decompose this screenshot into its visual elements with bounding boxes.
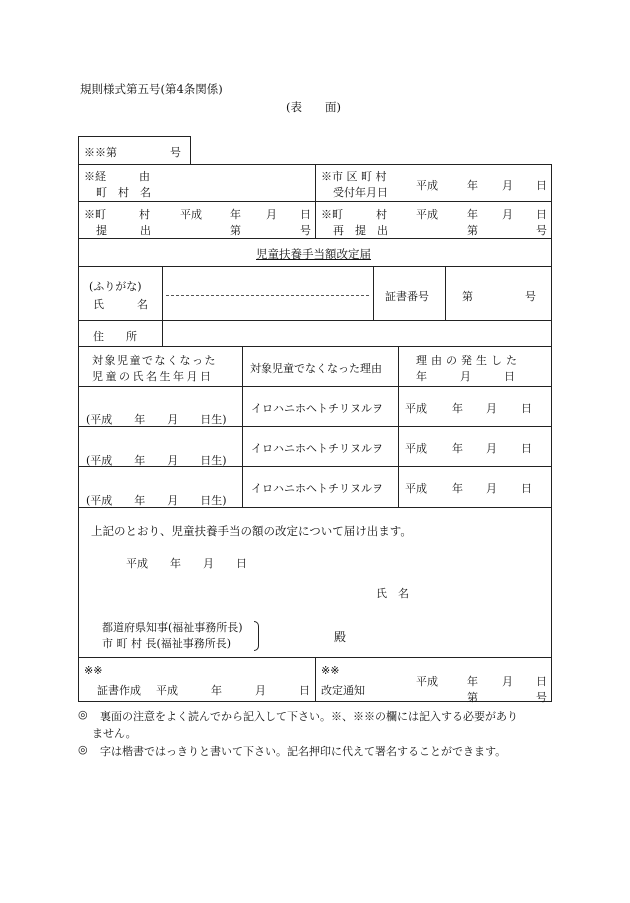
cert-made-label: 証書作成 xyxy=(97,684,141,697)
revise-notice-year: 年 xyxy=(467,675,478,688)
child-date-month: 月 xyxy=(486,442,497,455)
declaration-statement: 上記のとおり、児童扶養手当の額の改定について届け出ます。 xyxy=(91,524,412,538)
children-col1-line1: 対象児童でなくなった xyxy=(92,354,217,367)
honorific-label: 殿 xyxy=(334,630,347,644)
town-submit-label-1: ※町 村 xyxy=(84,208,150,221)
submit-dai: 第 xyxy=(230,224,241,237)
revise-notice-month: 月 xyxy=(502,675,513,688)
route-label-2: 町 村 名 xyxy=(96,186,151,199)
revise-notice-dai: 第 xyxy=(467,691,478,704)
address-field[interactable] xyxy=(168,324,546,342)
child-date-year: 年 xyxy=(452,402,463,415)
children-col3-line1: 理由の発生した xyxy=(416,354,521,367)
addressee-governor: 都道府県知事(福祉事務所長) xyxy=(102,621,243,634)
child-reason: イロハニホヘトチリヌルヲ xyxy=(251,402,383,415)
child-date-era: 平成 xyxy=(405,402,427,415)
signer-label: 氏 名 xyxy=(376,587,409,600)
resubmit-year: 年 xyxy=(467,208,478,221)
submit-year: 年 xyxy=(230,208,241,221)
child-date-month: 月 xyxy=(486,482,497,495)
received-era: 平成 xyxy=(416,179,438,192)
child-date-era: 平成 xyxy=(405,482,427,495)
received-day: 日 xyxy=(536,179,547,192)
revise-notice-mark: ※※ xyxy=(321,664,340,677)
cert-made-date: 平成 年 月 日 xyxy=(156,684,310,697)
children-col2-header: 対象児童でなくなった理由 xyxy=(250,362,382,375)
child-birth: (平成 年 月 日生) xyxy=(86,413,227,426)
declaration-date: 平成 年 月 日 xyxy=(126,557,247,570)
name-field[interactable] xyxy=(172,298,364,316)
child-date-year: 年 xyxy=(452,482,463,495)
cert-number-dai: 第 xyxy=(462,290,473,303)
receipt-number-prefix: ※※第 xyxy=(84,146,117,159)
child-birth: (平成 年 月 日生) xyxy=(86,454,227,467)
route-label-1: ※経 由 xyxy=(84,170,150,183)
resubmit-label-1: ※町 村 xyxy=(321,208,387,221)
revise-notice-label: 改定通知 xyxy=(321,684,365,697)
child-date-year: 年 xyxy=(452,442,463,455)
resubmit-dai: 第 xyxy=(467,224,478,237)
child-date-day: 日 xyxy=(521,402,532,415)
town-submit-label-2: 提 出 xyxy=(96,224,151,237)
note-bullet: ◎ xyxy=(78,743,88,756)
revise-notice-era: 平成 xyxy=(416,675,438,688)
furigana-field[interactable] xyxy=(172,280,364,294)
revise-notice-day: 日 xyxy=(536,675,547,688)
form-title: 児童扶養手当額改定届 xyxy=(256,247,371,261)
received-label-1: ※市 区 町 村 xyxy=(321,170,387,183)
resubmit-day: 日 xyxy=(536,208,547,221)
child-reason: イロハニホヘトチリヌルヲ xyxy=(251,482,383,495)
submit-month: 月 xyxy=(266,208,277,221)
resubmit-era: 平成 xyxy=(416,208,438,221)
received-month: 月 xyxy=(502,179,513,192)
received-label-2: 受付年月日 xyxy=(333,186,388,199)
child-date-day: 日 xyxy=(521,482,532,495)
submit-era: 平成 xyxy=(180,208,202,221)
furigana-label: (ふりがな) xyxy=(89,280,142,293)
cert-made-mark: ※※ xyxy=(84,664,103,677)
addressee-mayor: 市 町 村 長(福祉事務所長) xyxy=(102,637,232,650)
note-text-continued: ません。 xyxy=(92,727,137,740)
cert-number-label: 証書番号 xyxy=(385,290,429,303)
children-col1-line2: 児童の氏名生年月日 xyxy=(92,370,214,383)
addressee-brace xyxy=(254,621,259,651)
address-label: 住 所 xyxy=(93,330,137,343)
side-label: (表 面) xyxy=(286,100,341,114)
child-date-month: 月 xyxy=(486,402,497,415)
submit-day: 日 xyxy=(300,208,311,221)
child-date-day: 日 xyxy=(521,442,532,455)
resubmit-month: 月 xyxy=(502,208,513,221)
child-date-era: 平成 xyxy=(405,442,427,455)
cert-number-go: 号 xyxy=(525,290,536,303)
form-id: 規則様式第五号(第4条関係) xyxy=(80,82,223,96)
note-bullet: ◎ xyxy=(78,708,88,721)
receipt-number-suffix: 号 xyxy=(170,146,181,159)
revise-notice-go: 号 xyxy=(536,691,547,704)
note-text: 裏面の注意をよく読んでから記入して下さい。※、※※の欄には記入する必要があり xyxy=(100,710,518,723)
name-label: 氏 名 xyxy=(93,298,148,311)
received-year: 年 xyxy=(467,179,478,192)
resubmit-label-2: 再 提 出 xyxy=(333,224,388,237)
child-birth: (平成 年 月 日生) xyxy=(86,494,227,507)
child-reason: イロハニホヘトチリヌルヲ xyxy=(251,442,383,455)
note-text: 字は楷書ではっきりと書いて下さい。記名押印に代えて署名することができます。 xyxy=(100,745,507,758)
submit-go: 号 xyxy=(300,224,311,237)
signer-field[interactable] xyxy=(420,581,546,601)
children-col3-line2: 年 月 日 xyxy=(416,370,515,383)
resubmit-go: 号 xyxy=(536,224,547,237)
